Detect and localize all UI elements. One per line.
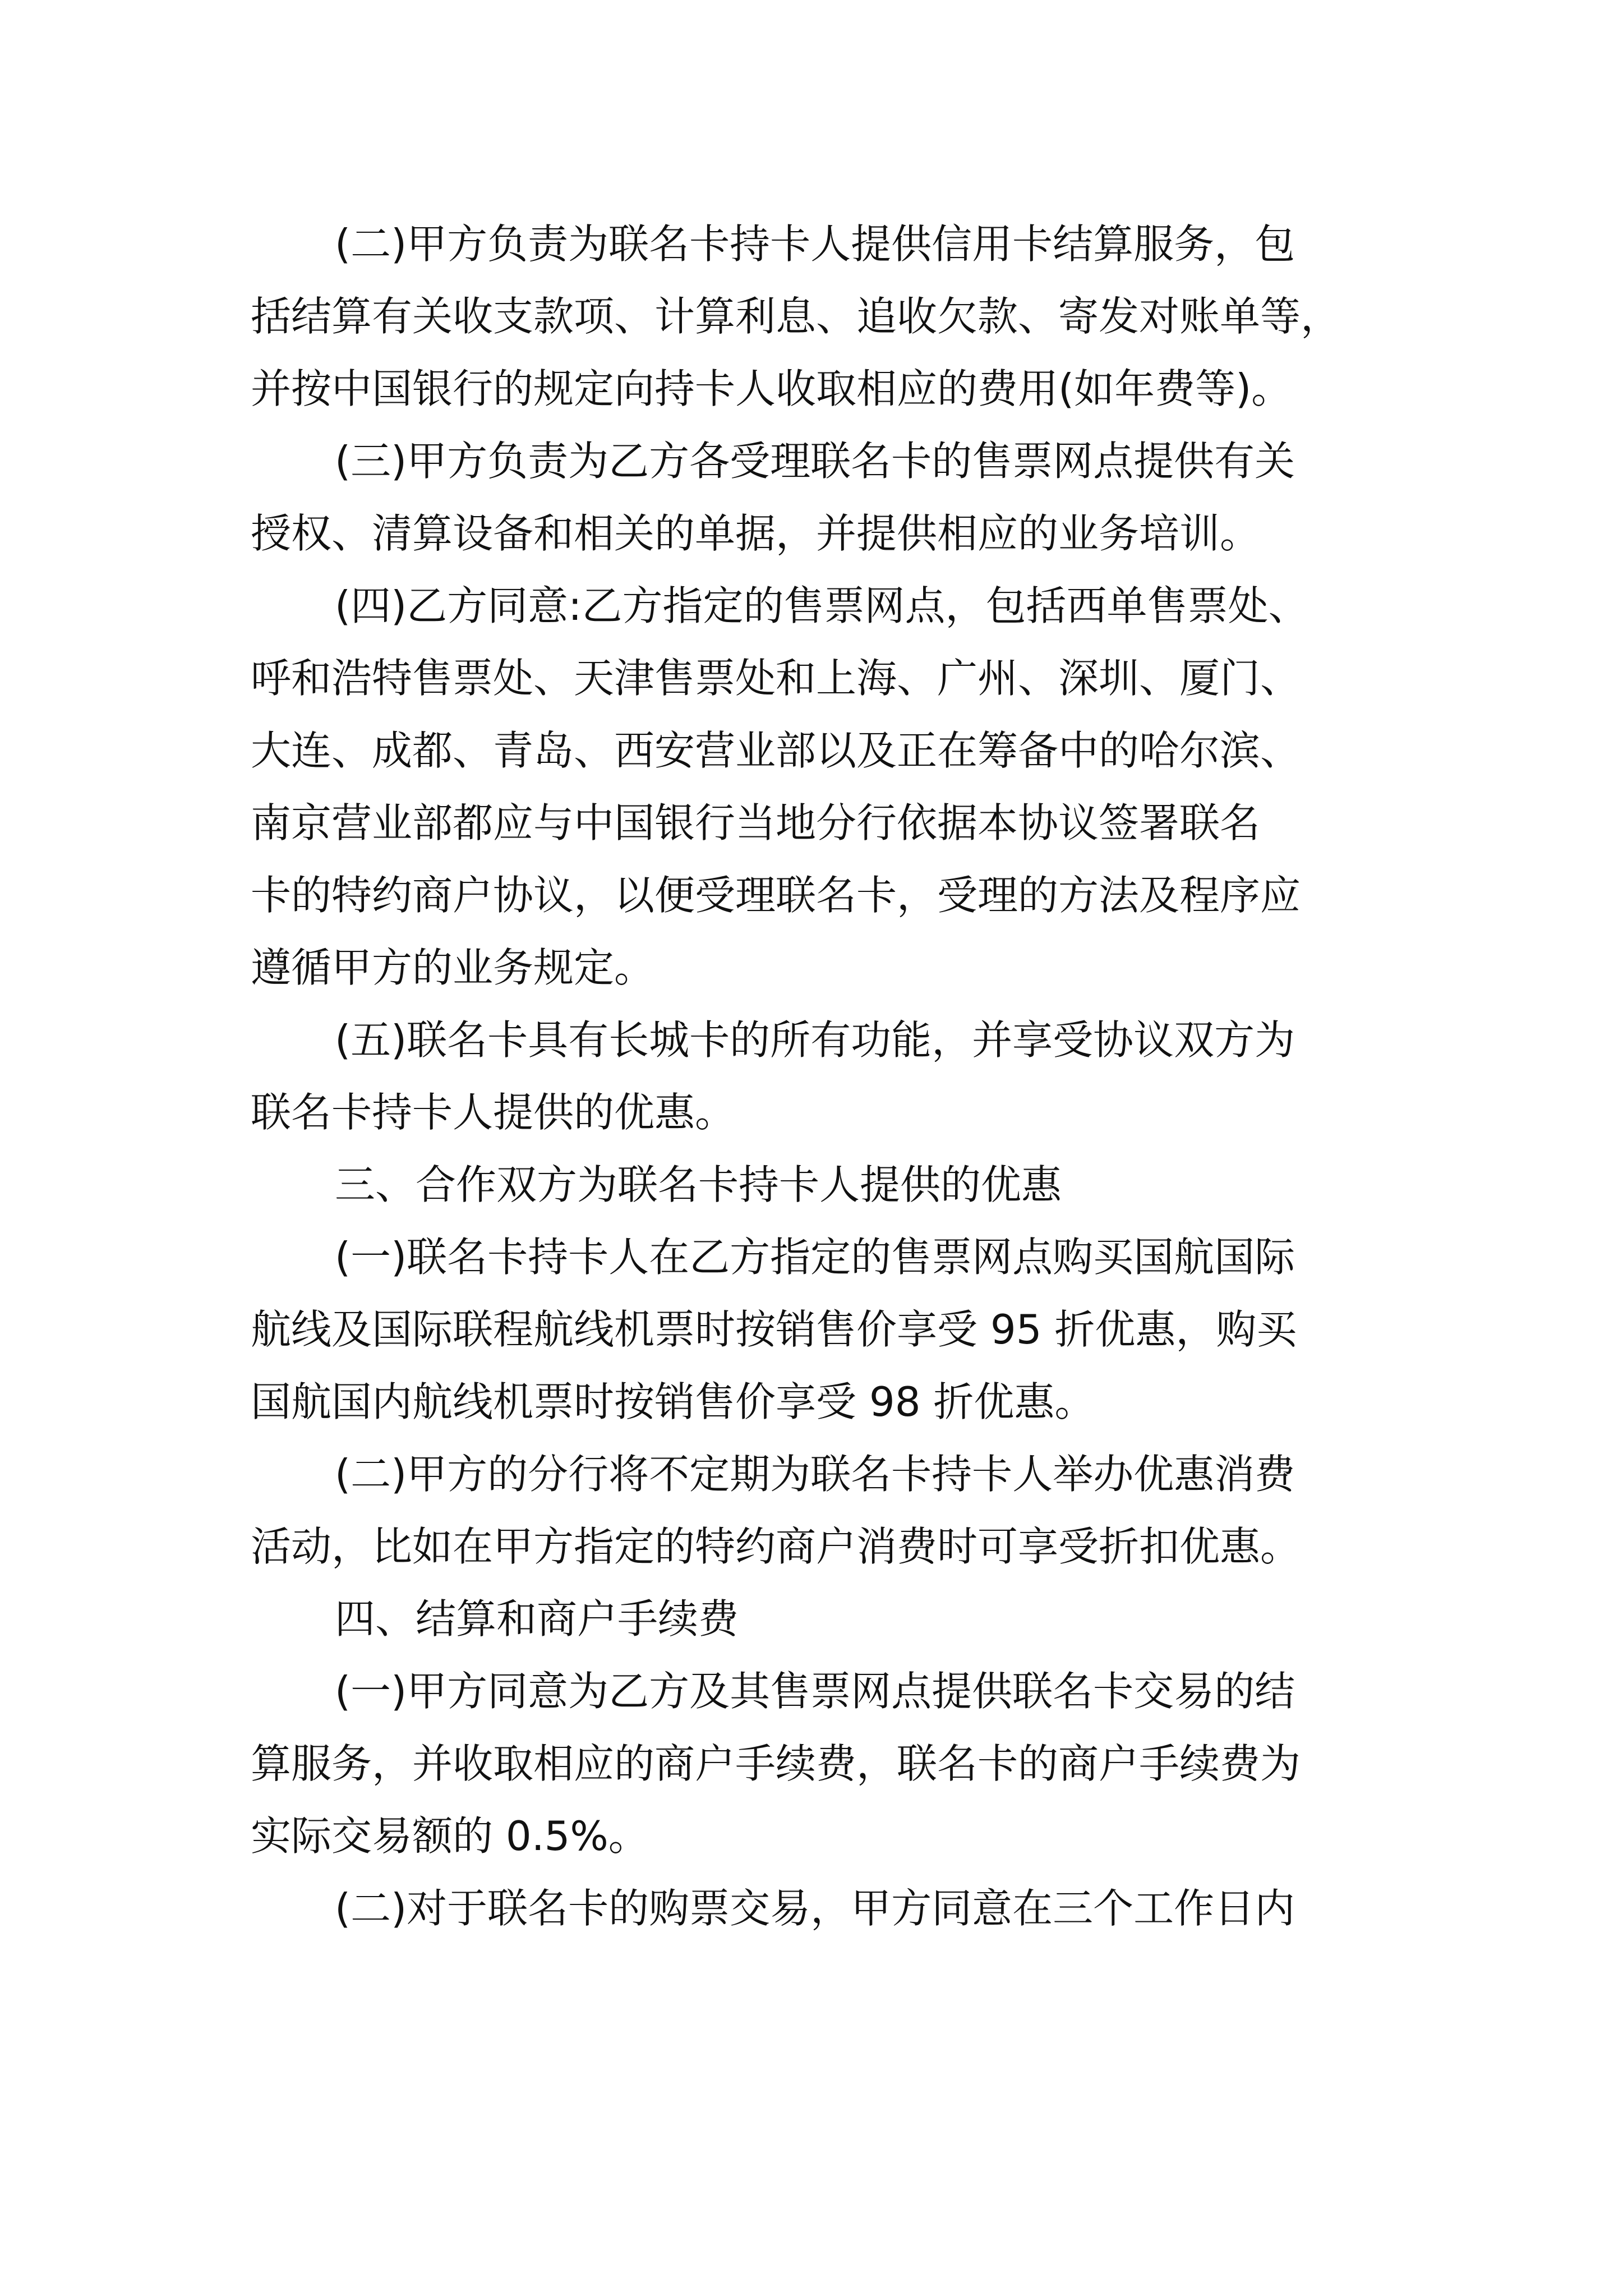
text-line: 实际交易额的 0.5%。 xyxy=(251,1812,649,1860)
text-line: (一)联名卡持卡人在乙方指定的售票网点购买国航国际 xyxy=(335,1234,1295,1281)
text-line: 呼和浩特售票处、天津售票处和上海、广州、深圳、厦门、 xyxy=(251,655,1301,702)
text-line: 卡的特约商户协议，以便受理联名卡，受理的方法及程序应 xyxy=(251,872,1301,919)
text-line: 括结算有关收支款项、计算利息、追收欠款、寄发对账单等， xyxy=(251,293,1341,340)
text-line: 大连、成都、青岛、西安营业部以及正在筹备中的哈尔滨、 xyxy=(251,727,1301,774)
text-line: 国航国内航线机票时按销售价享受 98 折优惠。 xyxy=(251,1378,1095,1425)
section-heading: 四、结算和商户手续费 xyxy=(335,1595,739,1642)
text-line: 算服务，并收取相应的商户手续费，联名卡的商户手续费为 xyxy=(251,1740,1301,1787)
text-line: (四)乙方同意:乙方指定的售票网点，包括西单售票处、 xyxy=(335,582,1309,629)
text-line: 南京营业部都应与中国银行当地分行依据本协议签署联名 xyxy=(251,799,1261,846)
text-line: 授权、清算设备和相关的单据，并提供相应的业务培训。 xyxy=(251,510,1261,557)
text-line: (五)联名卡具有长城卡的所有功能，并享受协议双方为 xyxy=(335,1016,1295,1064)
text-line: (二)甲方的分行将不定期为联名卡持卡人举办优惠消费 xyxy=(335,1451,1295,1498)
text-line: (二)甲方负责为联名卡持卡人提供信用卡结算服务，包 xyxy=(335,220,1295,268)
text-line: (三)甲方负责为乙方各受理联名卡的售票网点提供有关 xyxy=(335,438,1295,485)
text-line: 活动，比如在甲方指定的特约商户消费时可享受折扣优惠。 xyxy=(251,1523,1301,1570)
text-line: 航线及国际联程航线机票时按销售价享受 95 折优惠，购买 xyxy=(251,1306,1297,1353)
text-line: 并按中国银行的规定向持卡人收取相应的费用(如年费等)。 xyxy=(251,365,1292,412)
text-line: 联名卡持卡人提供的优惠。 xyxy=(251,1089,736,1136)
text-line: (二)对于联名卡的购票交易，甲方同意在三个工作日内 xyxy=(335,1885,1295,1932)
text-line: (一)甲方同意为乙方及其售票网点提供联名卡交易的结 xyxy=(335,1668,1295,1715)
section-heading: 三、合作双方为联名卡持卡人提供的优惠 xyxy=(335,1161,1062,1208)
text-line: 遵循甲方的业务规定。 xyxy=(251,944,655,991)
